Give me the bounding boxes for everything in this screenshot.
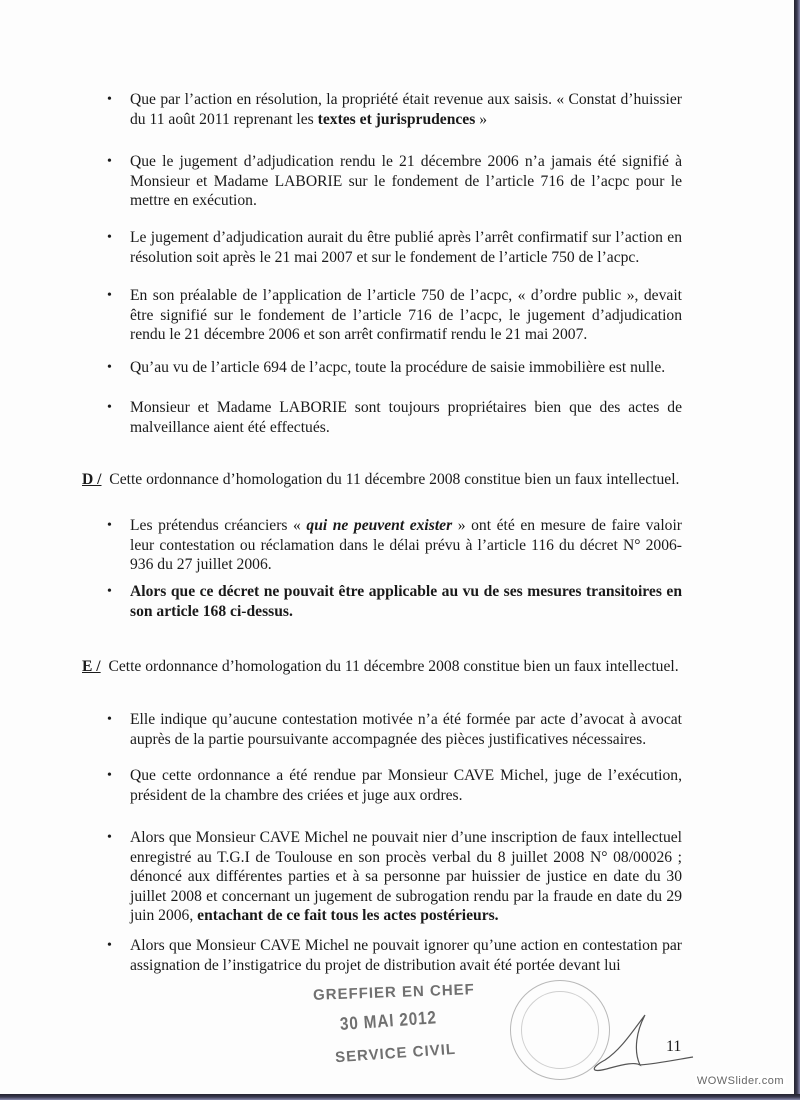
bullet-text: Monsieur et Madame LABORIE sont toujours propriétaires bien que des actes de malveillance aient été effectués.: [130, 399, 682, 436]
bullet-text: Alors que ce décret ne pouvait être applicable au vu de ses mesures transitoires en son article 168 ci-dessus.: [130, 583, 682, 620]
section-d-heading: [82, 470, 682, 490]
bullet-text: Le jugement d’adjudication aurait du être publié après l’arrêt confirmatif sur l’action en résolution soit après le 21 mai 2007 et sur le fondement de l’article 750 de l’acpc.: [130, 229, 682, 266]
bullet-icon: •: [107, 92, 112, 107]
viewer-frame-bottom-edge: [0, 1094, 800, 1100]
bullet-text: Qu’au vu de l’article 694 de l’acpc, toute la procédure de saisie immobilière est nulle.: [130, 359, 666, 376]
clerk-stamp-title: GREFFIER EN CHEF: [312, 981, 476, 1004]
section-letter: D /: [82, 471, 102, 488]
bullet-icon: •: [107, 154, 112, 169]
section-e-heading: [82, 657, 682, 677]
bullet-item: [82, 152, 682, 211]
bullet-item: [82, 828, 682, 926]
page-number: 11: [666, 1038, 682, 1055]
bullet-icon: •: [107, 768, 112, 783]
bullet-item: [82, 358, 682, 378]
bullet-icon: •: [107, 938, 112, 953]
bullet-text: Les prétendus créanciers « qui ne peuvent exister » ont été en mesure de faire valoir leur contestation ou réclamation dans le délai prévu à l’article 116 du décret N° 2006-936 du 27 juillet 2006.: [130, 517, 682, 573]
bullet-text: Alors que Monsieur CAVE Michel ne pouvait nier d’une inscription de faux intellectuel enregistré au T.G.I de Toulouse en son procès verbal du 8 juillet 2008 N° 08/00026 ; dénoncé aux différentes parties et à sa personne par huissier de justice en date du 30 juillet 2008 et concernant un jugement de subrogation rendu par la fraude en date du 29 juin 2006, entachant de ce fait tous les actes postérieurs.: [130, 829, 682, 924]
bullet-icon: •: [107, 830, 112, 845]
bullet-text: Que cette ordonnance a été rendue par Monsieur CAVE Michel, juge de l’exécution, président de la chambre des criées et juge aux ordres.: [130, 767, 682, 804]
bullet-text: Elle indique qu’aucune contestation motivée n’a été formée par acte d’avocat à avocat auprès de la partie poursuivante accompagnée des pièces justificatives nécessaires.: [130, 711, 682, 748]
bullet-icon: •: [107, 518, 112, 533]
bullet-item: [82, 398, 682, 437]
bullet-item: [82, 90, 682, 129]
bullet-item: [82, 936, 682, 975]
clerk-stamp-date: 30 MAI 2012: [339, 1007, 438, 1034]
bullet-item: [82, 228, 682, 267]
bullet-item: [82, 582, 682, 621]
section-heading-text: Cette ordonnance d’homologation du 11 décembre 2008 constitue bien un faux intellectuel.: [108, 658, 679, 675]
bullet-item: [82, 516, 682, 575]
bullet-icon: •: [107, 230, 112, 245]
clerk-stamp-service: SERVICE CIVIL: [334, 1040, 457, 1067]
section-letter: E /: [82, 658, 101, 675]
bullet-text: Alors que Monsieur CAVE Michel ne pouvait ignorer qu’une action en contestation par assignation de l’instigatrice du projet de distribution avait été portée devant lui: [130, 937, 682, 974]
bullet-icon: •: [107, 288, 112, 303]
watermark: WOWSlider.com: [696, 1075, 784, 1087]
bullet-text: Que par l’action en résolution, la propriété était revenue aux saisis. « Constat d’huissier du 11 août 2011 reprenant les textes et jurisprudences »: [130, 91, 682, 128]
bullet-icon: •: [107, 360, 112, 375]
bullet-icon: •: [107, 584, 112, 599]
bullet-icon: •: [107, 712, 112, 727]
bullet-item: [82, 766, 682, 805]
viewer-frame-right-edge: [794, 0, 800, 1100]
bullet-item: [82, 710, 682, 749]
section-heading-text: Cette ordonnance d’homologation du 11 décembre 2008 constitue bien un faux intellectuel.: [109, 471, 680, 488]
bullet-text: En son préalable de l’application de l’article 750 de l’acpc, « d’ordre public », devait être signifié sur le fondement de l’article 716 de l’acpc, le jugement d’adjudication rendu le 21 décembre 2006 et son arrêt confirmatif rendu le 21 mai 2007.: [130, 287, 682, 343]
bullet-icon: •: [107, 400, 112, 415]
bullet-text: Que le jugement d’adjudication rendu le 21 décembre 2006 n’a jamais été signifié à Monsieur et Madame LABORIE sur le fondement de l’article 716 de l’acpc pour le mettre en exécution.: [130, 153, 682, 209]
bullet-item: [82, 286, 682, 345]
